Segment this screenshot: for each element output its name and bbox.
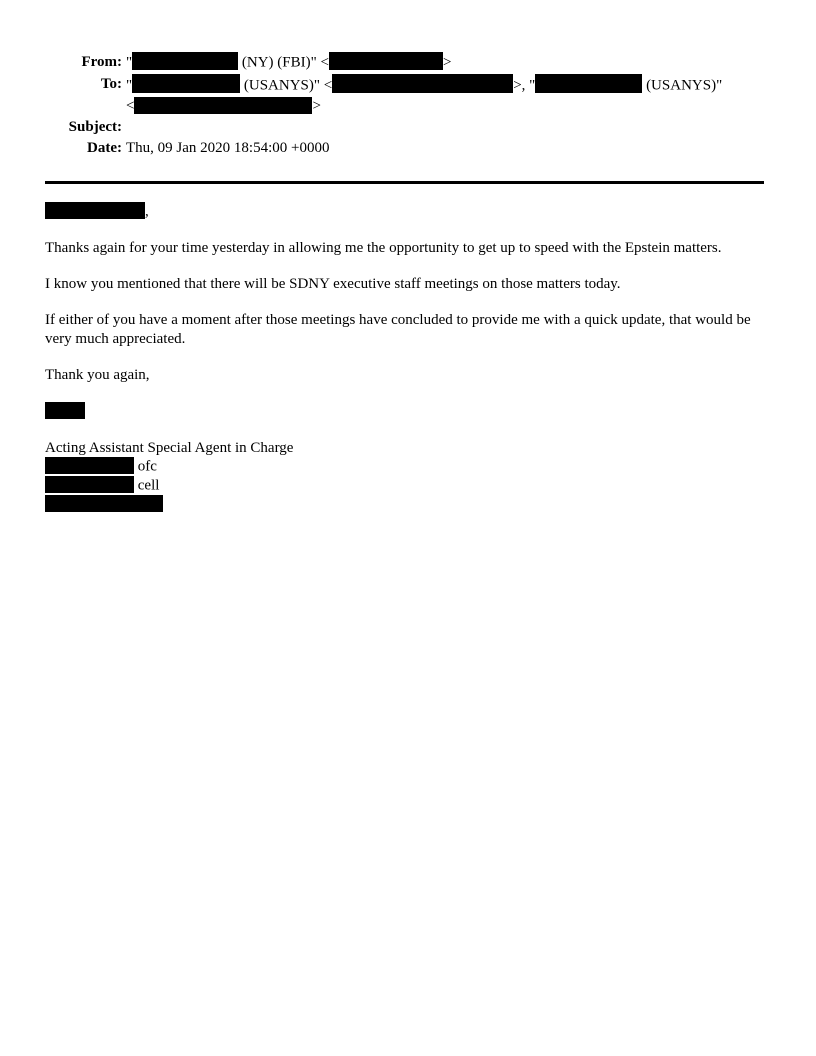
from-open-quote: " [126, 54, 133, 71]
redaction-greeting-name [45, 202, 145, 219]
email-header [45, 52, 771, 159]
redaction-cell-phone [45, 476, 134, 493]
to-line2-close-bracket: > [312, 98, 321, 114]
redaction-to-email-2 [134, 97, 312, 114]
signer-name-line [45, 402, 771, 421]
to-value [126, 74, 771, 118]
page-content [0, 0, 816, 514]
from-mid-text: (NY) (FBI)" < [238, 54, 329, 71]
to-line2-open-bracket: < [126, 98, 135, 114]
redaction-to-name-2 [535, 74, 642, 93]
to-open-quote: " [126, 77, 133, 93]
closing-line: Thank you again, [45, 366, 150, 383]
from-value [126, 52, 771, 74]
cell-phone-suffix: cell [134, 477, 160, 494]
from-close-bracket: > [442, 54, 452, 71]
to-value-line1 [126, 74, 771, 97]
signature-block [45, 439, 771, 514]
redaction-from-email [329, 52, 443, 70]
subject-value [126, 117, 771, 138]
header-row-from [45, 52, 771, 74]
office-phone-line [45, 457, 771, 476]
header-row-to [45, 74, 771, 118]
to-mid-text-2: >, " [513, 77, 536, 93]
paragraph-2: I know you mentioned that there will be SDNY executive staff meetings on those matters today. [45, 276, 621, 293]
to-value-line2 [126, 96, 771, 117]
email-body [45, 202, 771, 514]
greeting-line [45, 202, 771, 221]
header-row-date [45, 138, 771, 159]
redaction-signer-email [45, 495, 163, 512]
redaction-to-email-1 [332, 74, 513, 93]
office-phone-suffix: ofc [134, 458, 157, 475]
header-separator [45, 181, 764, 184]
redaction-to-name-1 [132, 74, 240, 93]
cell-phone-line [45, 476, 771, 495]
header-row-subject [45, 117, 771, 138]
subject-label: Subject: [68, 119, 122, 135]
date-value: Thu, 09 Jan 2020 18:54:00 +0000 [126, 140, 330, 156]
paragraph-3: If either of you have a moment after those meetings have concluded to provide me with a quick update, that would be very much appreciated. [45, 312, 751, 347]
from-label: From: [81, 54, 122, 70]
date-label: Date: [87, 140, 122, 156]
redaction-office-phone [45, 457, 134, 474]
to-label: To: [100, 75, 122, 92]
to-mid-text-1: (USANYS)" < [240, 77, 333, 93]
redaction-from-name [132, 52, 238, 70]
signer-email-line [45, 495, 771, 514]
paragraph-1: Thanks again for your time yesterday in allowing me the opportunity to get up to speed with the Epstein matters. [45, 239, 722, 256]
greeting-suffix: , [145, 203, 149, 220]
signature-title: Acting Assistant Special Agent in Charge [45, 440, 294, 457]
to-mid-text-3: (USANYS)" [642, 77, 723, 93]
redaction-signer-name [45, 402, 85, 419]
